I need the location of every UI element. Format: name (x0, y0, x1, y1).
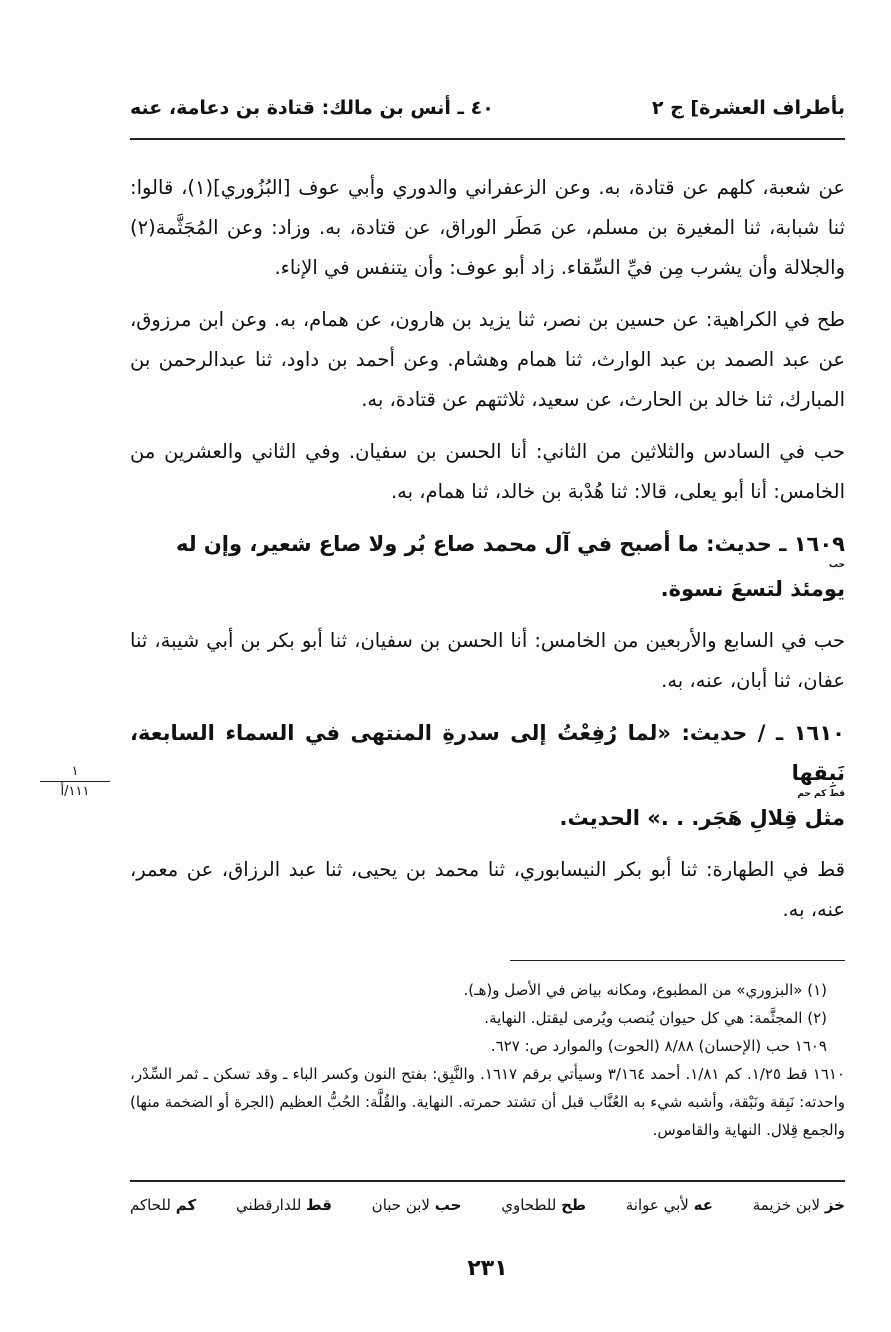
footnote-1610: ١٦١٠ قط ١/٢٥. كم ١/٨١. أحمد ٣/١٦٤ وسيأتي برقم ١٦١٧. والنَّبِق: بفتح النون وكسر الباء ـ وقد تسكن ـ ثمر السِّدْر، واحدته: نَبِقة ونَبْقة، وأشبه شيء به العُنَّاب قبل أن تشتد حمرته. النهاية. والقُلَّة: الحُبُّ العظيم (الجرة أو الضخمة منها) والجمع قِلال. النهاية والقاموس. (130, 1065, 845, 1139)
paragraph-1: عن شعبة، كلهم عن قتادة، به. وعن الزعفراني والدوري وأبي عوف [البُزُوري](١)، قالوا: ثنا شبابة، ثنا المغيرة بن مسلم، عن مَطَر الوراق، عن قتادة، به. وزاد: وعن المُجَثَّمة(٢) والجلالة وأن يشرب مِن فيِّ السِّقاء. زاد أبو عوف: وأن يتنفس في الإناء. (130, 176, 845, 279)
legend-item: كم للحاكم (130, 1196, 197, 1214)
paragraph-2: طح في الكراهية: عن حسين بن نصر، ثنا يزيد بن هارون، عن همام، به. وعن ابن مرزوق، عن عبد الصمد بن عبد الوارث، ثنا همام وهشام. وعن أحمد بن داود، ثنا عبدالرحمن بن المبارك، ثنا خالد بن الحارث، عن سعيد، ثلاثتهم عن قتادة، به. (130, 308, 845, 411)
paragraph-4: حب في السابع والأربعين من الخامس: أنا الحسن بن سفيان، ثنا أبو بكر بن أبي شيبة، ثنا عفان، ثنا أبان، عنه، به. (130, 629, 845, 692)
footnotes (130, 976, 845, 1144)
footnote-1609: ١٦٠٩ حب (الإحسان) ٨/٨٨ (الحوت) والموارد ص: ٦٢٧. (490, 1037, 827, 1055)
legend-item: خز لابن خزيمة (752, 1196, 845, 1214)
header-divider (130, 138, 845, 140)
hadith-1609-end: يومئذ لتسعَ نسوة. (660, 577, 845, 601)
hadith-1609-sigla: حب (828, 560, 845, 570)
running-header (130, 92, 845, 124)
legend-item: حب لابن حبان (371, 1196, 462, 1214)
header-volume: بأطراف العشرة] ج ٢ (651, 97, 845, 119)
hadith-1609-text: ١٦٠٩ ـ حديث: ما أصبح في آل محمد صاع بُر ولا صاع شعير، وإن له (175, 532, 845, 556)
footnote-1: (١) «البزوري» من المطبوع، ومكانه بياض في الأصل و(هـ). (463, 981, 827, 999)
folio-page: ١١١/أ (60, 784, 90, 799)
hadith-1610-end: مثل قِلالِ هَجَر. . .» الحديث. (559, 806, 845, 830)
paragraph-5: قط في الطهارة: ثنا أبو بكر النيسابوري، ثنا محمد بن يحيى، ثنا عبد الرزاق، عن معمر، عنه، به. (130, 858, 845, 921)
legend-item: طح للطحاوي (501, 1196, 587, 1214)
main-text (130, 168, 845, 930)
manuscript-folio-ref (40, 764, 110, 799)
footnote-2: (٢) المجثَّمة: هي كل حيوان يُنصب ويُرمى ليقتل. النهاية. (484, 1009, 827, 1027)
header-chapter: ٤٠ ـ أنس بن مالك: قتادة بن دعامة، عنه (130, 97, 494, 119)
footnote-divider (510, 960, 845, 961)
legend-item: عه لأبي عوانة (625, 1196, 713, 1214)
abbreviation-legend (130, 1196, 845, 1214)
folio-number: ١ (40, 764, 110, 782)
hadith-1610-text: ١٦١٠ ـ / حديث: «لما رُفِعْتُ إلى سدرةِ المنتهى في السماء السابعة، نَبِقها (130, 721, 845, 785)
legend-item: قط للدارقطني (235, 1196, 332, 1214)
legend-divider (130, 1180, 845, 1182)
page-number: ٢٣١ (467, 1256, 508, 1281)
hadith-1610-sigla: قط كم حم (797, 789, 845, 799)
paragraph-3: حب في السادس والثلاثين من الثاني: أنا الحسن بن سفيان. وفي الثاني والعشرين من الخامس: أنا أبو يعلى، قالا: ثنا هُدْبة بن خالد، ثنا همام، به. (130, 440, 845, 503)
